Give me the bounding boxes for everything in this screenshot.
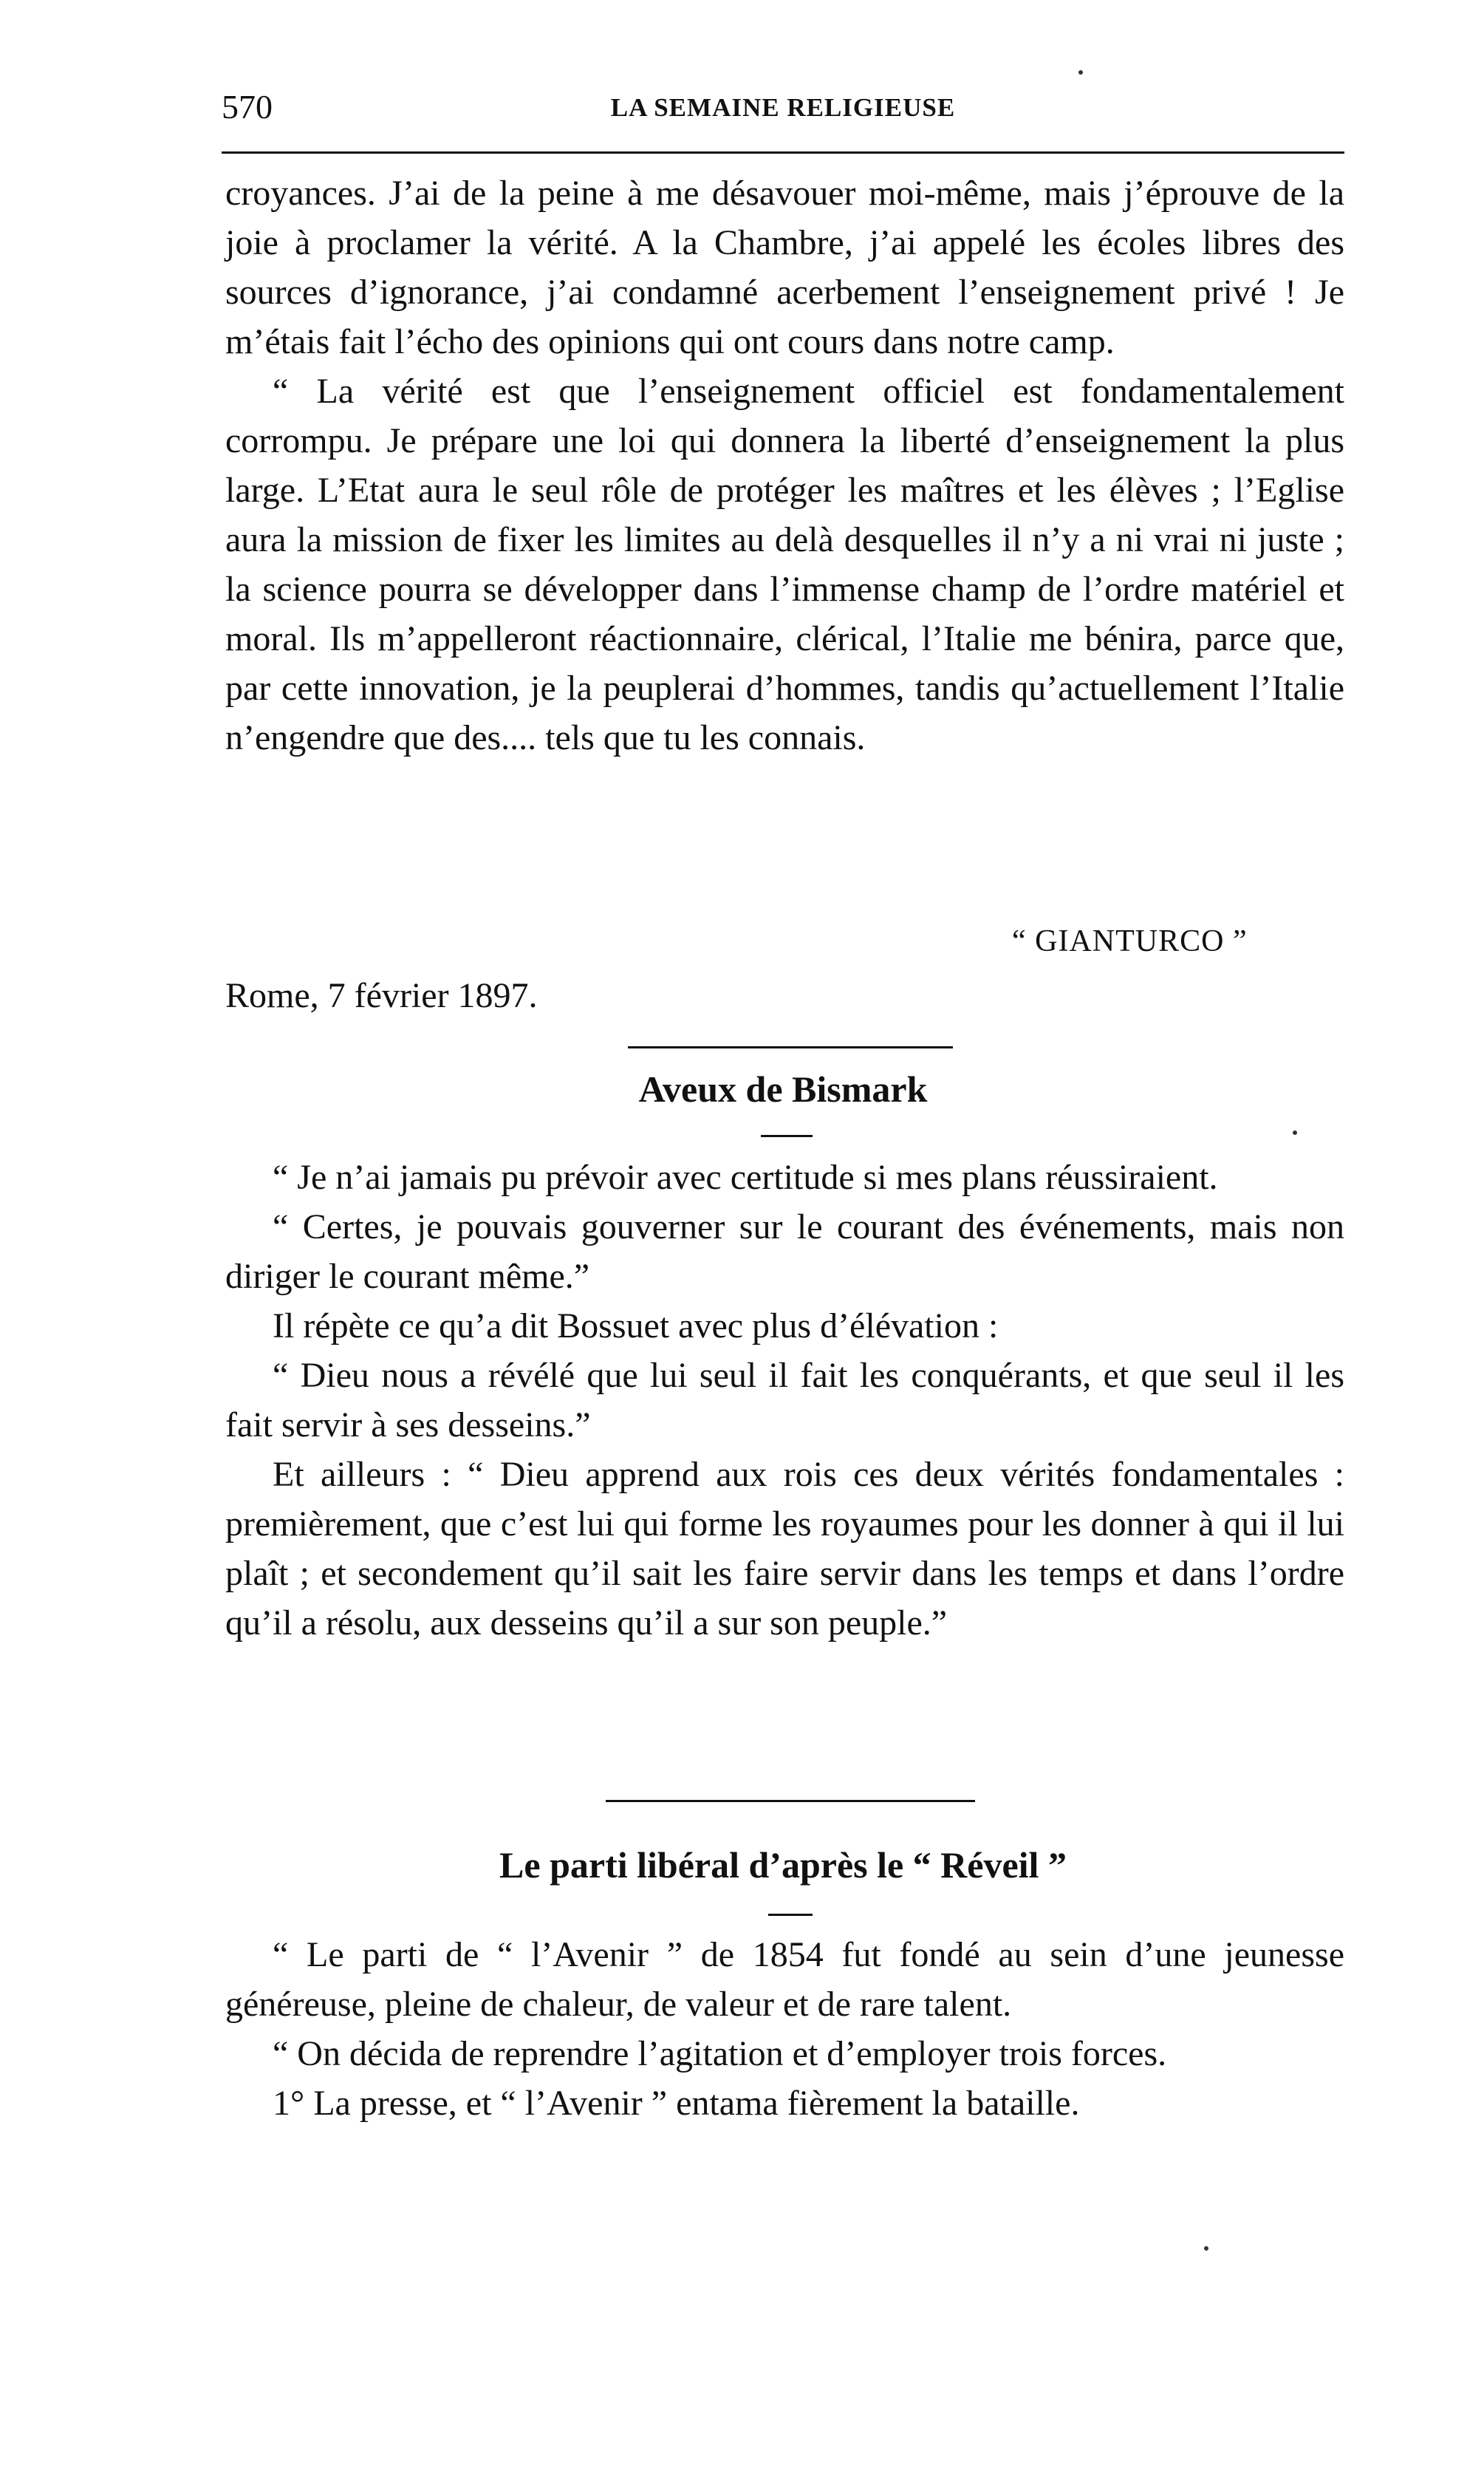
dateline: Rome, 7 février 1897. [225,976,538,1015]
scan-speck [1078,70,1083,75]
section-1-body [225,168,1344,763]
section-divider [606,1800,975,1802]
paragraph: Il répète ce qu’a dit Bossuet avec plus d’élévation : [273,1306,999,1345]
paragraph: “ Le parti de “ l’Avenir ” de 1854 fut fondé au sein d’une jeunesse généreuse, pleine de chaleur, de valeur et de rare talent. [225,1935,1344,2024]
paragraph: “ Certes, je pouvais gouverner sur le courant des événements, mais non diriger le courant même.” [225,1207,1344,1296]
paragraph: “ La vérité est que l’enseignement officiel est fondamentalement corrompu. Je prépare une loi qui donnera la liberté d’enseignement la plus large. L’Etat aura le seul rôle de protéger les maîtres et les élèves ; l’Eglise aura la mission de fixer les limites au delà desquelles il n’y a ni vrai ni juste ; la science pourra se développer dans l’immense champ de l’ordre matériel et moral. Ils m’appelleront réactionnaire, clérical, l’Italie me bénira, parce que, par cette innovation, je la peuplerai d’hommes, tandis qu’actuellement l’Italie n’engendre que des.... tels que tu les connais. [225,372,1344,757]
paragraph: “ Je n’ai jamais pu prévoir avec certitude si mes plans réussiraient. [273,1158,1218,1197]
section-title: Le parti libéral d’après le “ Réveil ” [499,1844,1067,1886]
header-rule [222,151,1344,154]
paragraph: croyances. J’ai de la peine à me désavouer moi-même, mais j’éprouve de la joie à proclamer la vérité. A la Chambre, j’ai appelé les écoles libres des sources d’ignorance, j’ai condamné acerbement l’enseignement privé ! Je m’étais fait l’écho des opinions qui ont cours dans notre camp. [225,174,1344,361]
paragraph: Et ailleurs : “ Dieu apprend aux rois ces deux vérités fondamentales : premièrement, que c’est lui qui forme les royaumes pour les donner à qui il lui plaît ; et secondement qu’il sait les faire servir dans les temps et dans l’ordre qu’il a résolu, aux desseins qu’il a sur son peuple.” [225,1455,1344,1643]
paragraph: 1° La presse, et “ l’Avenir ” entama fièrement la bataille. [273,2084,1080,2123]
signature: “ GIANTURCO ” [1012,924,1248,958]
scan-speck [1293,1130,1297,1135]
running-head [222,87,1344,132]
scan-speck [1204,2246,1208,2251]
section-divider [628,1046,953,1048]
journal-title: LA SEMAINE RELIGIEUSE [610,93,956,122]
section-2-body [225,1153,1344,1648]
title-dash [761,1135,813,1137]
page-number: 570 [222,88,273,126]
title-dash [768,1914,813,1916]
section-3-body [225,1930,1344,2128]
paragraph: “ Dieu nous a révélé que lui seul il fait les conquérants, et que seul il les fait servir à ses desseins.” [225,1356,1344,1444]
paragraph: “ On décida de reprendre l’agitation et d’employer trois forces. [273,2034,1167,2073]
section-title: Aveux de Bismark [638,1068,928,1110]
